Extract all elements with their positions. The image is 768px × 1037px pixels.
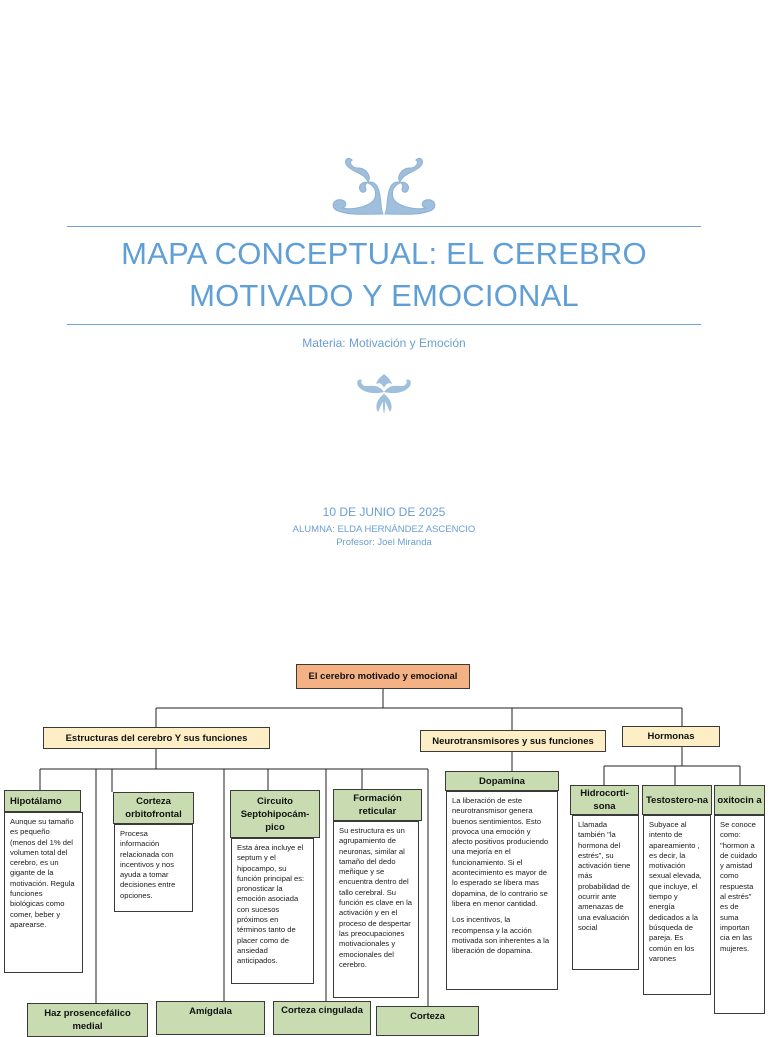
desc-dopamina-p2: Los incentivos, la recompensa y la acción motivada son inherentes a la liberación de dopamina.: [452, 915, 550, 956]
node-amigdala-label: Amígdala: [189, 1006, 232, 1017]
desc-formacion-reticular: Su estructura es un agrupamiento de neuronas, similar al tamaño del dedo meñique y se encuentra dentro del tallo cerebral. Su función es clave en la activación y en el proceso de despertar las preocupaciones motivacionales y emocionales del cerebro.: [333, 821, 419, 998]
branch-structures: Estructuras del cerebro Y sus funciones: [43, 727, 270, 749]
node-haz-prosencefalico: [27, 1003, 148, 1037]
node-formacion-reticular: Formación reticular: [333, 789, 422, 821]
branch-neurotransmitters: Neurotransmisores y sus funciones: [420, 730, 606, 752]
node-hidrocortisona: Hidrocorti-sona: [570, 785, 639, 815]
cover-student: ALUMNA: ELDA HERNÁNDEZ ASCENCIO: [292, 524, 476, 535]
node-oxitocina: oxitocin a: [714, 785, 765, 815]
cover-subject: Materia: Motivación y Emoción: [302, 336, 466, 350]
cover-title-line2: MOTIVADO Y EMOCIONAL: [189, 278, 579, 313]
cover-date: 10 DE JUNIO DE 2025: [322, 505, 446, 519]
node-corteza: [376, 1006, 479, 1036]
desc-testosterona: Subyace al intento de apareamiento , es decir, la motivación sexual elevada, que incluye, el tiempo y energía dedicados a la búsqueda de pareja. Es común en los varones: [643, 815, 711, 995]
desc-orbitofrontal: Procesa información relacionada con incentivos y nos ayuda a tomar decisiones entre opciones.: [114, 824, 193, 912]
cover-title-line1: MAPA CONCEPTUAL: EL CEREBRO: [121, 236, 647, 271]
cover-professor: Profesor: Joel Miranda: [336, 537, 432, 548]
node-septohipocampico: Circuito Septohipocám-pico: [230, 790, 320, 838]
node-amigdala: [156, 1001, 265, 1035]
node-testosterona: Testostero-na: [642, 785, 712, 815]
node-dopamina: Dopamina: [445, 771, 559, 791]
desc-dopamina-p1: La liberación de este neurotransmisor genera buenos sentimientos. Esto provoca una emoción y afecto positivos produciendo una mejoría en el funcionamiento. Si el acontecimiento es mayor de lo esperado se libera mas dopamina, de lo contrario se libera en menor cantidad.: [452, 796, 549, 908]
node-corteza-cingulada: [273, 1001, 371, 1035]
node-hipotalamo: Hipotálamo: [4, 790, 81, 812]
node-corteza-cingulada-label: Corteza cingulada: [281, 1005, 363, 1016]
root-node: El cerebro motivado y emocional: [296, 664, 470, 689]
node-corteza-label: Corteza: [410, 1011, 445, 1022]
desc-hidrocortisona: Llamada también "la hormona del estrés", su activación tiene más probabilidad de ocurrir ante amenazas de una evaluación social: [572, 815, 639, 970]
desc-septohipocampico: Esta área incluye el septum y el hipocampo, su función principal es: pronosticar la emoción asociada con sucesos próximos en términos tanto de placer como de ansiedad anticipados.: [231, 838, 314, 984]
desc-oxitocina: Se conoce como: "hormon a de cuidado y amistad como respuesta al estrés" es de suma importan cia en las mujeres.: [714, 815, 765, 1014]
branch-hormones: Hormonas: [622, 726, 720, 747]
node-haz-prosencefalico-label: Haz prosencefálico medial: [44, 1008, 131, 1032]
desc-dopamina: [446, 791, 558, 990]
desc-hipotalamo: Aunque su tamaño es pequeño (menos del 1% del volumen total del cerebro, es un gigante de la motivación. Regula funciones biológicas como comer, beber y aparearse.: [4, 812, 83, 973]
node-orbitofrontal: Corteza orbitofrontal: [113, 792, 194, 824]
